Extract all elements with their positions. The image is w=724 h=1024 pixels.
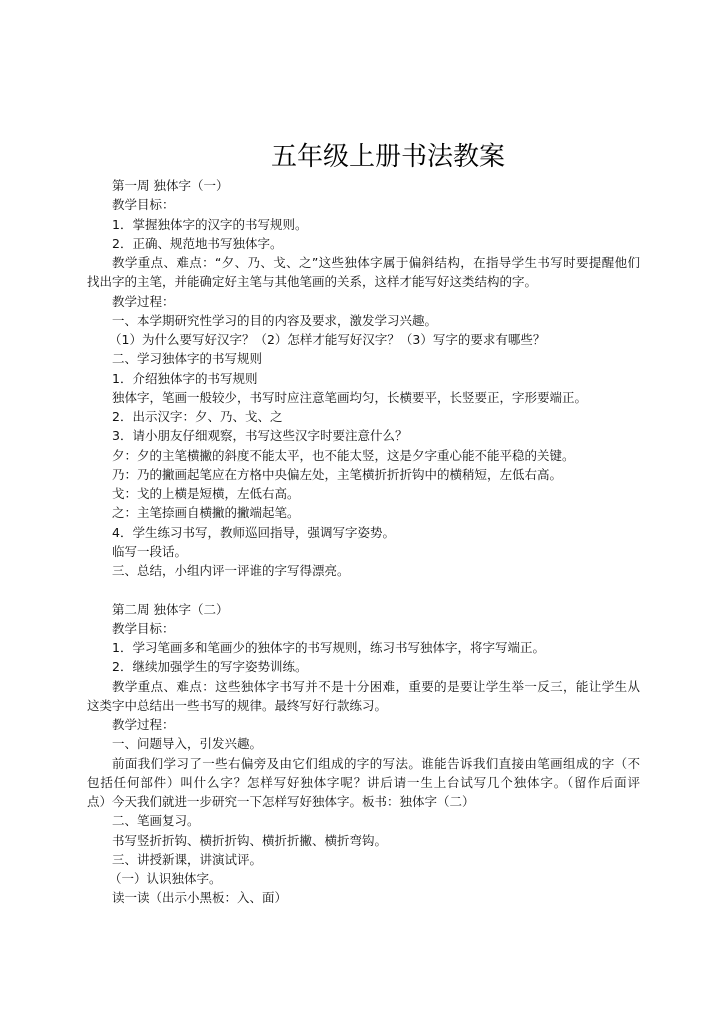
section-gap — [87, 580, 640, 599]
focus-paragraph-line: 找出字的主笔，并能确定好主笔与其他笔画的关系，这样才能写好这类结构的字。 — [87, 274, 538, 290]
document-body — [87, 176, 640, 908]
process-line: 读一读（出示小黑板：入、面） — [112, 890, 288, 906]
week1-section — [87, 176, 640, 580]
goal-item: 2．正确、规范地书写独体字。 — [112, 235, 283, 251]
process-line: 三、讲授新课，讲演试评。 — [112, 851, 263, 867]
goal-item: 2．继续加强学生的写字姿势训练。 — [112, 659, 308, 675]
process-line: 乃：乃的撇画起笔应在方格中央偏左处，主笔横折折折钩中的横稍短，左低右高。 — [112, 466, 563, 482]
process-paragraph-line: 点）今天我们就进一步研究一下怎样写好独体字。板书：独体字（二） — [87, 794, 475, 809]
process-line: （1）为什么要写好汉字？（2）怎样才能写好汉字？（3）写字的要求有哪些？ — [109, 332, 546, 347]
focus-paragraph-line: 这类字中总结出一些书写的规律。最终写好行款练习。 — [87, 697, 388, 713]
process-line: 戈：戈的上横是短横，左低右高。 — [112, 486, 300, 501]
process-line: 三、总结，小组内评一评谁的字写得漂亮。 — [112, 563, 350, 578]
goal-item: 1．掌握独体字的汉字的书写规则。 — [112, 216, 308, 232]
process-line: 一、本学期研究性学习的目的内容及要求，激发学习兴趣。 — [112, 312, 438, 328]
process-line: 二、学习独体字的书写规则 — [112, 351, 263, 367]
goals-label: 教学目标： — [112, 620, 175, 636]
process-line: 临写一段话。 — [112, 543, 188, 559]
week1-heading: 第一周 独体字（一） — [112, 178, 229, 193]
focus-paragraph-line: 教学重点、难点：这些独体字书写并不是十分困难，重要的是要让学生举一反三，能让学生从 — [112, 678, 640, 694]
document-title: 五年级上册书法教案 — [270, 142, 505, 172]
process-line: 书写竖折折钩、横折折钩、横折折撇、横折弯钩。 — [112, 832, 388, 848]
process-line: 二、笔画复习。 — [112, 813, 200, 829]
process-line: （一）认识独体字。 — [109, 871, 222, 886]
process-line: 夕：夕的主笔横撇的斜度不能太平，也不能太竖，这是夕字重心能不能平稳的关键。 — [112, 447, 575, 463]
process-paragraph-line: 包括任何部件）叫什么字？怎样写好独体字呢？讲后请一生上台试写几个独体字。（留作后面评 — [87, 774, 640, 790]
week2-section — [87, 600, 640, 908]
focus-paragraph-line: 教学重点、难点：“夕、乃、戈、之”这些独体字属于偏斜结构，在指导学生书写时要提醒他们 — [112, 255, 640, 270]
process-line: 3．请小朋友仔细观察，书写这些汉字时要注意什么？ — [112, 428, 408, 444]
process-label: 教学过程： — [112, 293, 175, 309]
process-paragraph-line: 前面我们学习了一些右偏旁及由它们组成的字的写法。谁能告诉我们直接由笔画组成的字（不 — [112, 755, 640, 771]
process-line: 一、问题导入，引发兴趣。 — [112, 736, 263, 752]
process-line: 4．学生练习书写，教师巡回指导，强调写字姿势。 — [112, 524, 395, 540]
process-line: 之：主笔捺画自横撇的撇端起笔。 — [112, 505, 300, 521]
process-label: 教学过程： — [112, 717, 175, 732]
process-line: 2．出示汉字：夕、乃、戈、之 — [112, 409, 283, 424]
goals-label: 教学目标： — [112, 197, 175, 213]
process-line: 1．介绍独体字的书写规则 — [112, 370, 258, 386]
process-line: 独体字，笔画一般较少，书写时应注意笔画均匀，长横要平，长竖要正，字形要端正。 — [112, 389, 588, 405]
goal-item: 1．学习笔画多和笔画少的独体字的书写规则，练习书写独体字，将字写端正。 — [112, 640, 545, 655]
week2-heading: 第二周 独体字（二） — [112, 601, 229, 617]
